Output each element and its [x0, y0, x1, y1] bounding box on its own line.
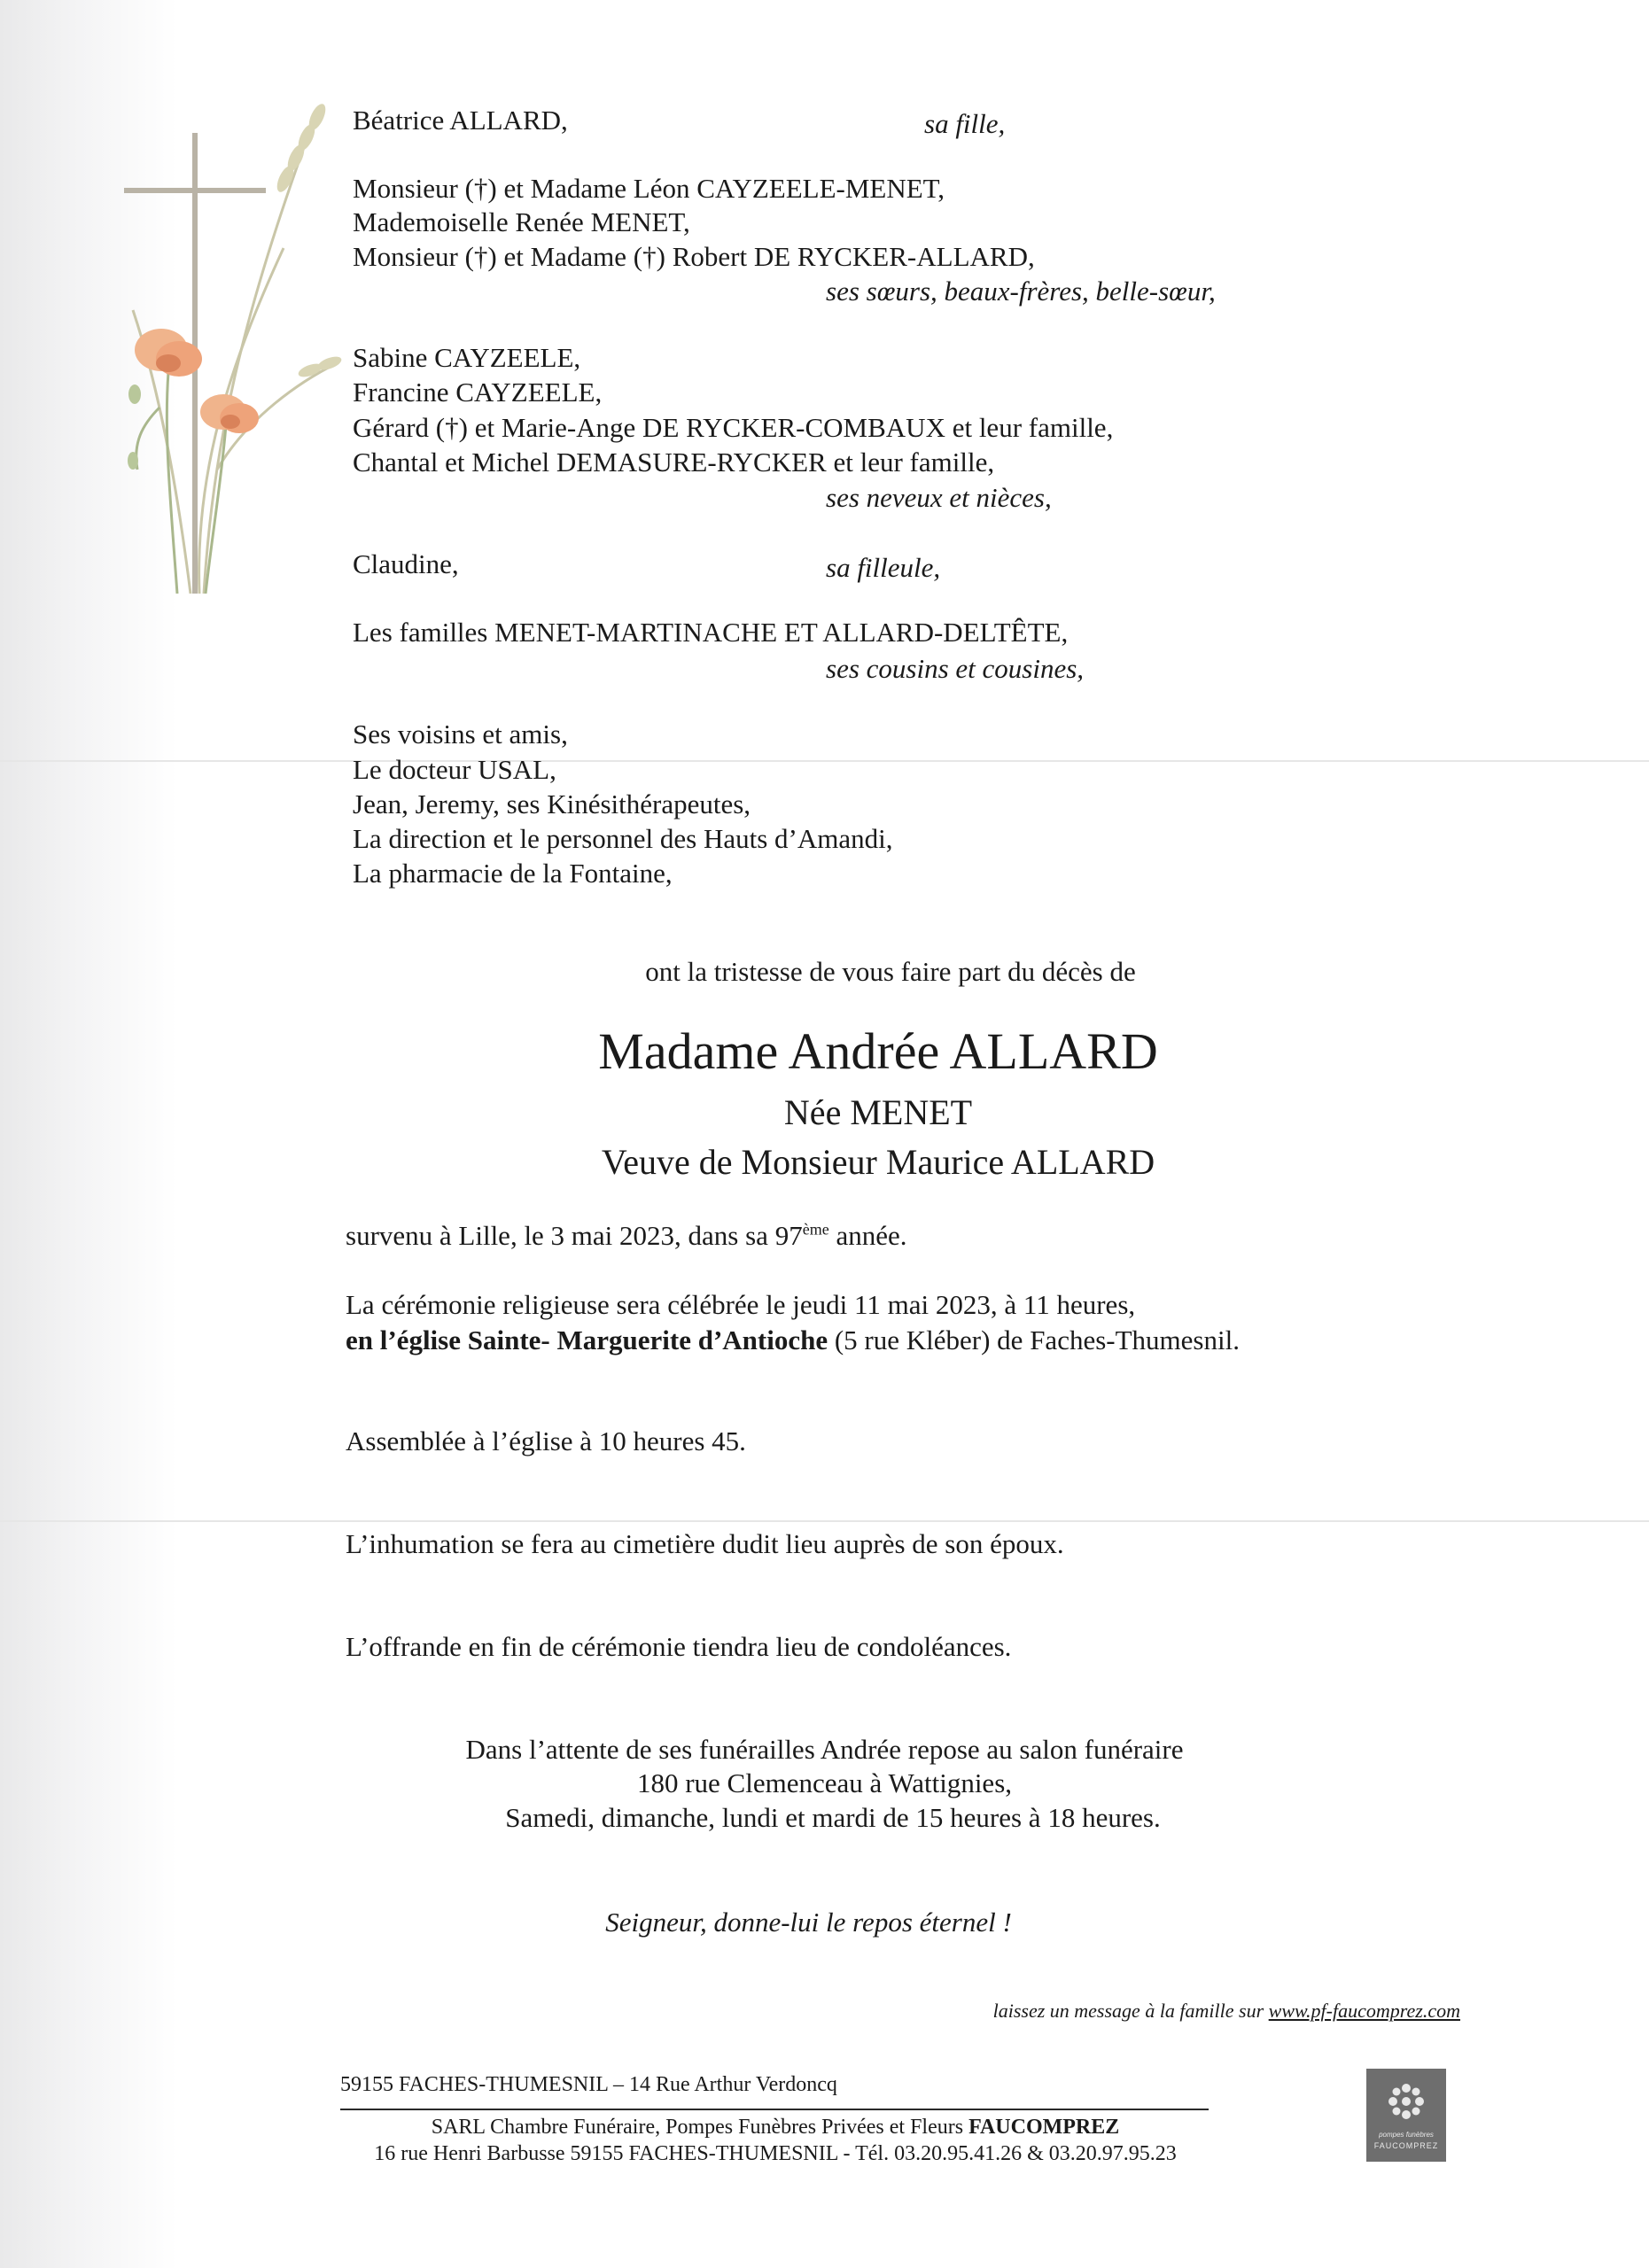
ceremony-line: La cérémonie religieuse sera célébrée le jeudi 11 mai 2023, à 11 heures,: [346, 1289, 1136, 1320]
nephew-line: Gérard (†) et Marie-Ange DE RYCKER-COMBAUX et leur famille,: [353, 412, 1114, 443]
website-link[interactable]: www.pf-faucomprez.com: [1268, 2000, 1460, 2022]
daughter-name: Béatrice ALLARD,: [353, 105, 568, 136]
friend-line: La pharmacie de la Fontaine,: [353, 858, 673, 889]
nephew-line: Sabine CAYZEELE,: [353, 342, 581, 373]
nephew-line: Chantal et Michel DEMASURE-RYCKER et leur famille,: [353, 447, 995, 478]
flower-emblem-icon: [1386, 2081, 1427, 2122]
ceremony-location: en l’église Sainte- Marguerite d’Antioche (5 rue Kléber) de Faches-Thumesnil.: [346, 1324, 1240, 1355]
friend-line: Jean, Jeremy, ses Kinésithérapeutes,: [353, 788, 751, 819]
nephews-relation: ses neveux et nièces,: [826, 482, 1052, 513]
daughter-relation: sa fille,: [924, 108, 1006, 139]
sibling-line: Monsieur (†) et Madame Léon CAYZEELE-MENET,: [353, 173, 945, 204]
deceased-name: Madame Andrée ALLARD: [598, 1022, 1158, 1080]
cousins-line: Les familles MENET-MARTINACHE ET ALLARD-DELTÊTE,: [353, 617, 1069, 648]
siblings-relation: ses sœurs, beaux-frères, belle-sœur,: [826, 276, 1216, 307]
viewing-line: 180 rue Clemenceau à Wattignies,: [636, 1767, 1013, 1798]
goddaughter-relation: sa filleule,: [826, 552, 941, 583]
viewing-line: Dans l’attente de ses funérailles Andrée repose au salon funéraire: [465, 1734, 1184, 1765]
paper-fold-line: [0, 760, 1649, 762]
prayer-line: Seigneur, donne-lui le repos éternel !: [605, 1907, 1012, 1938]
cross-flower-illustration: [106, 97, 363, 594]
burial-line: L’inhumation se fera au cimetière dudit lieu auprès de son époux.: [346, 1528, 1064, 1559]
footer-contact: 16 rue Henri Barbusse 59155 FACHES-THUMESNIL - Tél. 03.20.95.41.26 & 03.20.97.95.23: [374, 2142, 1177, 2165]
nephew-line: Francine CAYZEELE,: [353, 377, 603, 408]
deceased-widow-of: Veuve de Monsieur Maurice ALLARD: [601, 1142, 1155, 1182]
friend-line: Ses voisins et amis,: [353, 718, 568, 750]
poppy-icon: [135, 329, 202, 377]
logo-caption-script: pompes funèbres: [1379, 2131, 1434, 2139]
friend-line: La direction et le personnel des Hauts d’Amandi,: [353, 823, 893, 854]
deceased-birth-name: Née MENET: [783, 1092, 973, 1132]
offering-line: L’offrande en fin de cérémonie tiendra lieu de condoléances.: [346, 1631, 1012, 1662]
death-details: survenu à Lille, le 3 mai 2023, dans sa 97ème année.: [346, 1220, 907, 1251]
company-name: FAUCOMPREZ: [968, 2116, 1120, 2139]
message-line: laissez un message à la famille sur www.pf-faucomprez.com: [992, 2000, 1460, 2022]
friend-line: Le docteur USAL,: [353, 754, 556, 785]
footer-divider: [340, 2109, 1209, 2110]
church-name: en l’église Sainte- Marguerite d’Antioche: [346, 1324, 828, 1355]
paper-fold-line: [0, 1520, 1649, 1522]
poppy-bud-icon: [128, 384, 141, 470]
sibling-line: Mademoiselle Renée MENET,: [353, 206, 690, 237]
footer-address: 59155 FACHES-THUMESNIL – 14 Rue Arthur Verdoncq: [340, 2073, 837, 2096]
footer-company: SARL Chambre Funéraire, Pompes Funèbres Privées et Fleurs FAUCOMPREZ: [431, 2116, 1120, 2139]
sibling-line: Monsieur (†) et Madame (†) Robert DE RYCKER-ALLARD,: [353, 241, 1035, 272]
announcement: ont la tristesse de vous faire part du décès de: [645, 956, 1136, 987]
goddaughter-name: Claudine,: [353, 548, 459, 579]
assembly-line: Assemblée à l’église à 10 heures 45.: [346, 1425, 746, 1456]
company-logo: [1366, 2069, 1446, 2162]
viewing-line: Samedi, dimanche, lundi et mardi de 15 heures à 18 heures.: [505, 1802, 1161, 1833]
logo-caption-name: FAUCOMPREZ: [1373, 2141, 1439, 2150]
cousins-relation: ses cousins et cousines,: [826, 653, 1085, 684]
poppy-icon: [200, 394, 259, 433]
